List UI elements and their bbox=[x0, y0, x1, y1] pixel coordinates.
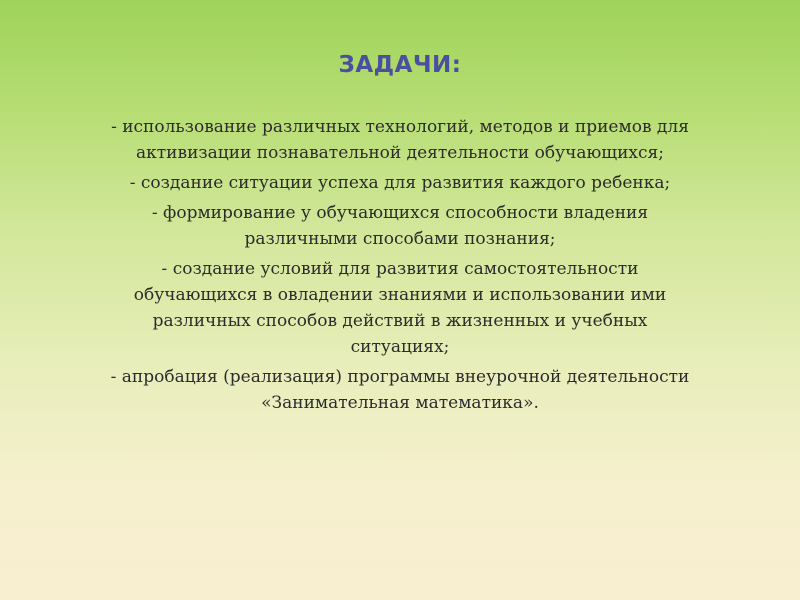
task-item-cognition-methods: - формирование у обучающихся способности владения различными способами познания; bbox=[151, 203, 649, 249]
slide-title: ЗАДАЧИ: bbox=[338, 52, 462, 78]
task-item-program-approbation: - апробация (реализация) программы внеурочной деятельности «Занимательная математика». bbox=[110, 367, 690, 413]
task-item-success-situation: - создание ситуации успеха для развития каждого ребенка; bbox=[129, 173, 671, 193]
task-item-independence: - создание условий для развития самостоятельности обучающихся в овладении знаниями и использовании ими различных способов действий в жизненных и учебных ситуациях; bbox=[133, 259, 667, 357]
task-item-technologies: - использование различных технологий, методов и приемов для активизации познавательной деятельности обучающихся; bbox=[111, 117, 689, 163]
task-list bbox=[110, 114, 690, 420]
